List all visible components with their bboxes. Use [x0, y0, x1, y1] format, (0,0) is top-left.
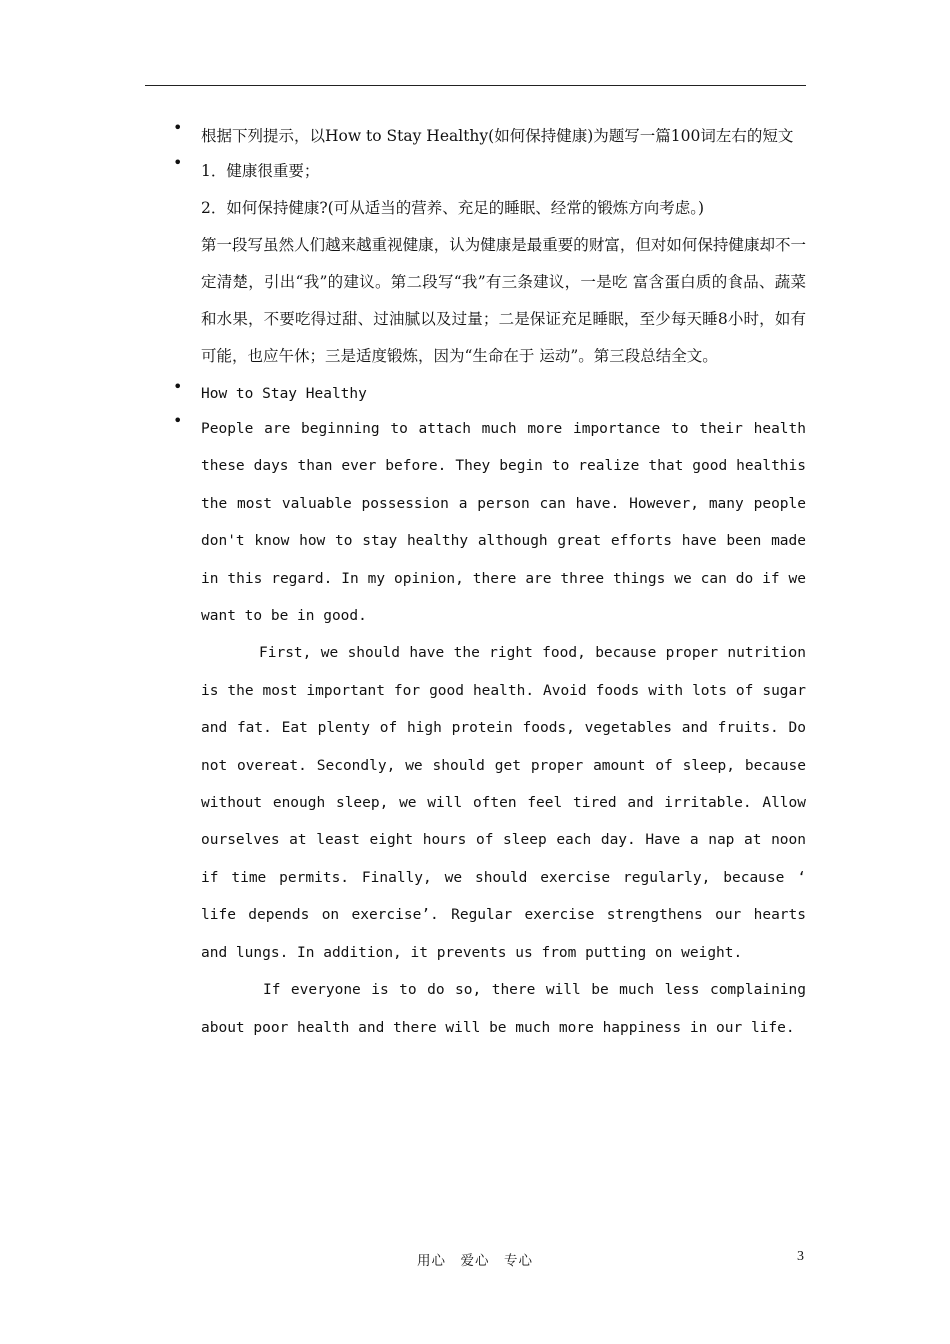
- header-rule: [145, 85, 806, 86]
- hint-1: 1．健康很重要；: [201, 162, 320, 180]
- essay-paragraph-3: If everyone is to do so, there will be much less complaining about poor health and there will be much more happiness in our life.: [201, 982, 806, 1036]
- essay-paragraph-2: First, we should have the right food, because proper nutrition is the most important for good health. Avoid foods with lots of sugar and fat. Eat plenty of high protein foods, vegetables and fruits. Do not overeat. Secondly, we should get proper amount of sleep, because without enough sleep, we will often feel tired and irritable. Allow ourselves at least eight hours of sleep each day. Have a nap at noon if time permits. Finally, we should exercise regularly, because ‘ life depends on exercise’. Regular exercise strengthens our hearts and lungs. In addition, it prevents us from putting on weight.: [201, 645, 806, 961]
- bullet-icon: •: [173, 377, 183, 396]
- guidance-text: 第一段写虽然人们越来越重视健康，认为健康是最重要的财富，但对如何保持健康却不一定清楚，引出“我”的建议。第二段写“我”有三条建议，一是吃 富含蛋白质的食品、蔬菜和水果，不要吃得过甜、过油腻以及过量；二是保证充足睡眠，至少每天睡8小时，如有可能，也应午休；三是适度锻炼，因为“生命在于 运动”。第三段总结全文。: [201, 236, 806, 365]
- document-body: [173, 118, 806, 1047]
- essay-title-item: [173, 377, 806, 411]
- essay-body-item: [173, 411, 806, 1047]
- footer-motto: 用心 爱心 专心: [417, 1253, 533, 1269]
- bullet-icon: •: [173, 153, 183, 172]
- bullet-icon: •: [173, 118, 183, 137]
- essay-title: How to Stay Healthy: [201, 386, 367, 402]
- page-number: 3: [797, 1249, 804, 1264]
- essay-paragraph-1: People are beginning to attach much more importance to their health these days than ever before. They begin to realize that good healthis the most valuable possession a person can have. However, many people don't know how to stay healthy although great efforts have been made in this regard. In my opinion, there are three things we can do if we want to be in good.: [201, 421, 806, 625]
- prompt-text: 根据下列提示，以How to Stay Healthy(如何保持健康)为题写一篇100词左右的短文: [201, 127, 794, 145]
- hints-item: [173, 153, 806, 375]
- prompt-item: [173, 118, 806, 155]
- hint-2: 2．如何保持健康?(可从适当的营养、充足的睡眠、经常的锻炼方向考虑。): [201, 199, 705, 217]
- bullet-icon: •: [173, 411, 183, 430]
